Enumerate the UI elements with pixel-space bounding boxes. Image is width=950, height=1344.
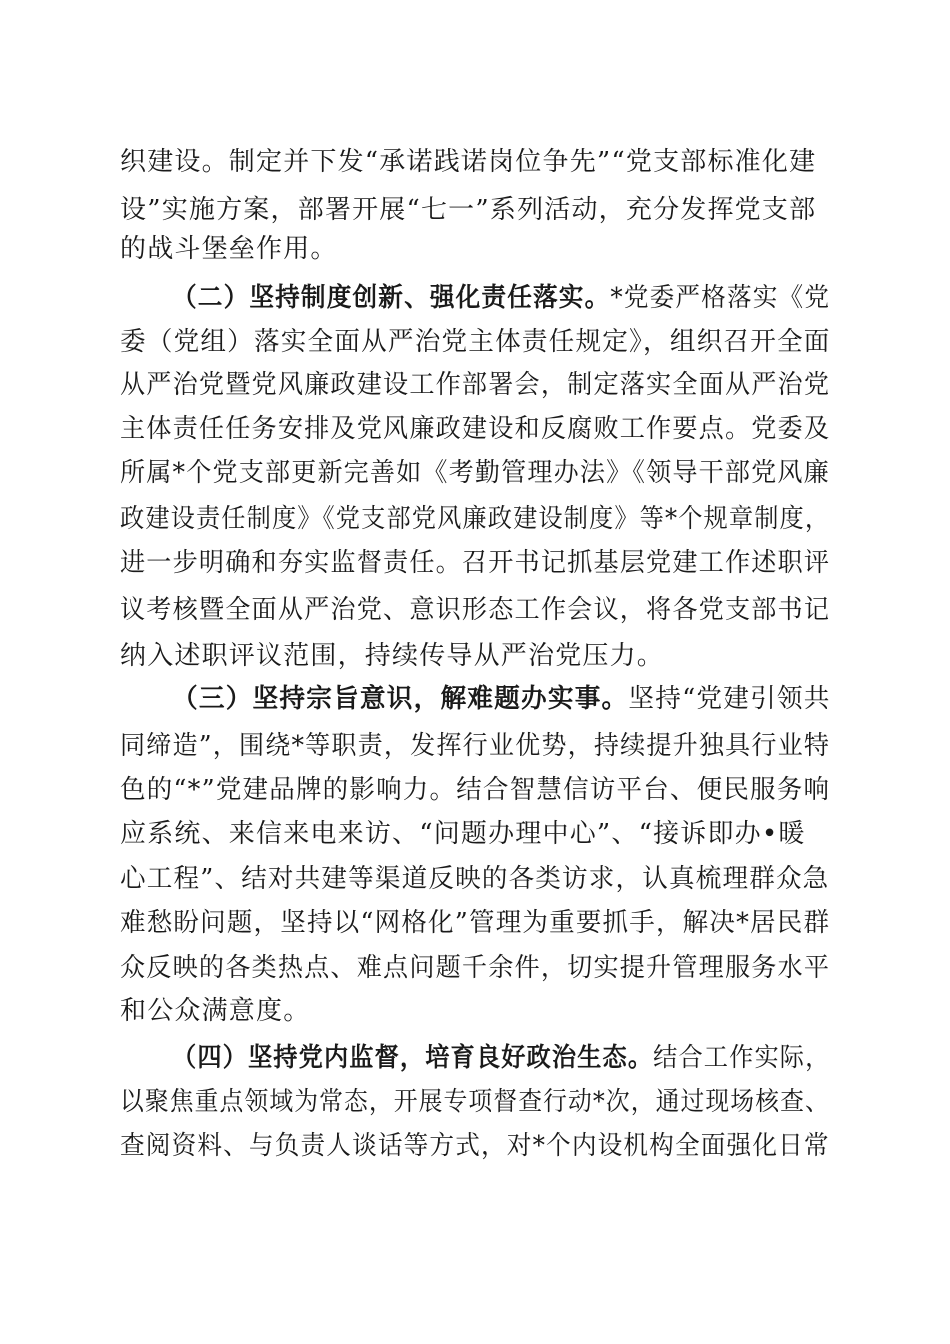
paragraph-line: 心工程”、结对共建等渠道反映的各类访求，认真梳理群众急: [120, 864, 830, 894]
paragraph-line: 众反映的各类热点、难点问题千余件，切实提升管理服务水平: [120, 953, 831, 983]
section-4-text: 结合工作实际，: [653, 1043, 831, 1073]
paragraph-line: 政建设责任制度》《党支部党风廉政建设制度》等*个规章制度，: [120, 504, 831, 534]
section-3-first-line: [172, 683, 831, 715]
section-2-heading: （二）坚持制度创新、强化责任落实。: [172, 283, 611, 313]
paragraph-line: 织建设。制定并下发“承诺践诺岗位争先”“党支部标准化建: [120, 147, 817, 177]
paragraph-line: 的战斗堡垒作用。: [120, 234, 338, 264]
paragraph-line: 所属*个党支部更新完善如《考勤管理办法》《领导干部党风廉: [120, 458, 830, 488]
paragraph-line: 设”实施方案，部署开展“七一”系列活动，充分发挥党支部: [120, 195, 817, 225]
paragraph-line: 议考核暨全面从严治党、意识形态工作会议，将各党支部书记: [120, 595, 831, 625]
paragraph-line: 从严治党暨党风廉政建设工作部署会，制定落实全面从严治党: [120, 370, 831, 400]
paragraph-line: 进一步明确和夯实监督责任。召开书记抓基层党建工作述职评: [120, 548, 831, 578]
section-2-first-line: [172, 282, 830, 314]
paragraph-line: 同缔造”，围绕*等职责，发挥行业优势，持续提升独具行业特: [120, 731, 831, 761]
section-4-heading: （四）坚持党内监督，培育良好政治生态。: [172, 1043, 654, 1073]
paragraph-line: 和公众满意度。: [120, 996, 311, 1026]
paragraph-line: 委（党组）落实全面从严治党主体责任规定》，组织召开全面: [120, 327, 831, 357]
paragraph-line: 难愁盼问题，坚持以“网格化”管理为重要抓手，解决*居民群: [120, 908, 831, 938]
section-4-first-line: [172, 1042, 830, 1074]
section-2-text: *党委严格落实《党: [610, 283, 831, 313]
section-3-text: 坚持“党建引领共: [628, 684, 831, 714]
paragraph-line: 应系统、来信来电来访、“问题办理中心”、“接诉即办•暖: [120, 819, 806, 849]
section-3-heading: （三）坚持宗旨意识，解难题办实事。: [172, 684, 629, 714]
paragraph-line: 主体责任任务安排及党风廉政建设和反腐败工作要点。党委及: [120, 414, 831, 444]
paragraph-line: 纳入述职评议范围，持续传导从严治党压力。: [120, 641, 665, 671]
paragraph-line: 色的“*”党建品牌的影响力。结合智慧信访平台、便民服务响: [120, 775, 831, 805]
paragraph-line: 查阅资料、与负责人谈话等方式，对*个内设机构全面强化日常: [120, 1131, 830, 1161]
paragraph-line: 以聚焦重点领域为常态，开展专项督查行动*次，通过现场核查、: [120, 1087, 830, 1117]
